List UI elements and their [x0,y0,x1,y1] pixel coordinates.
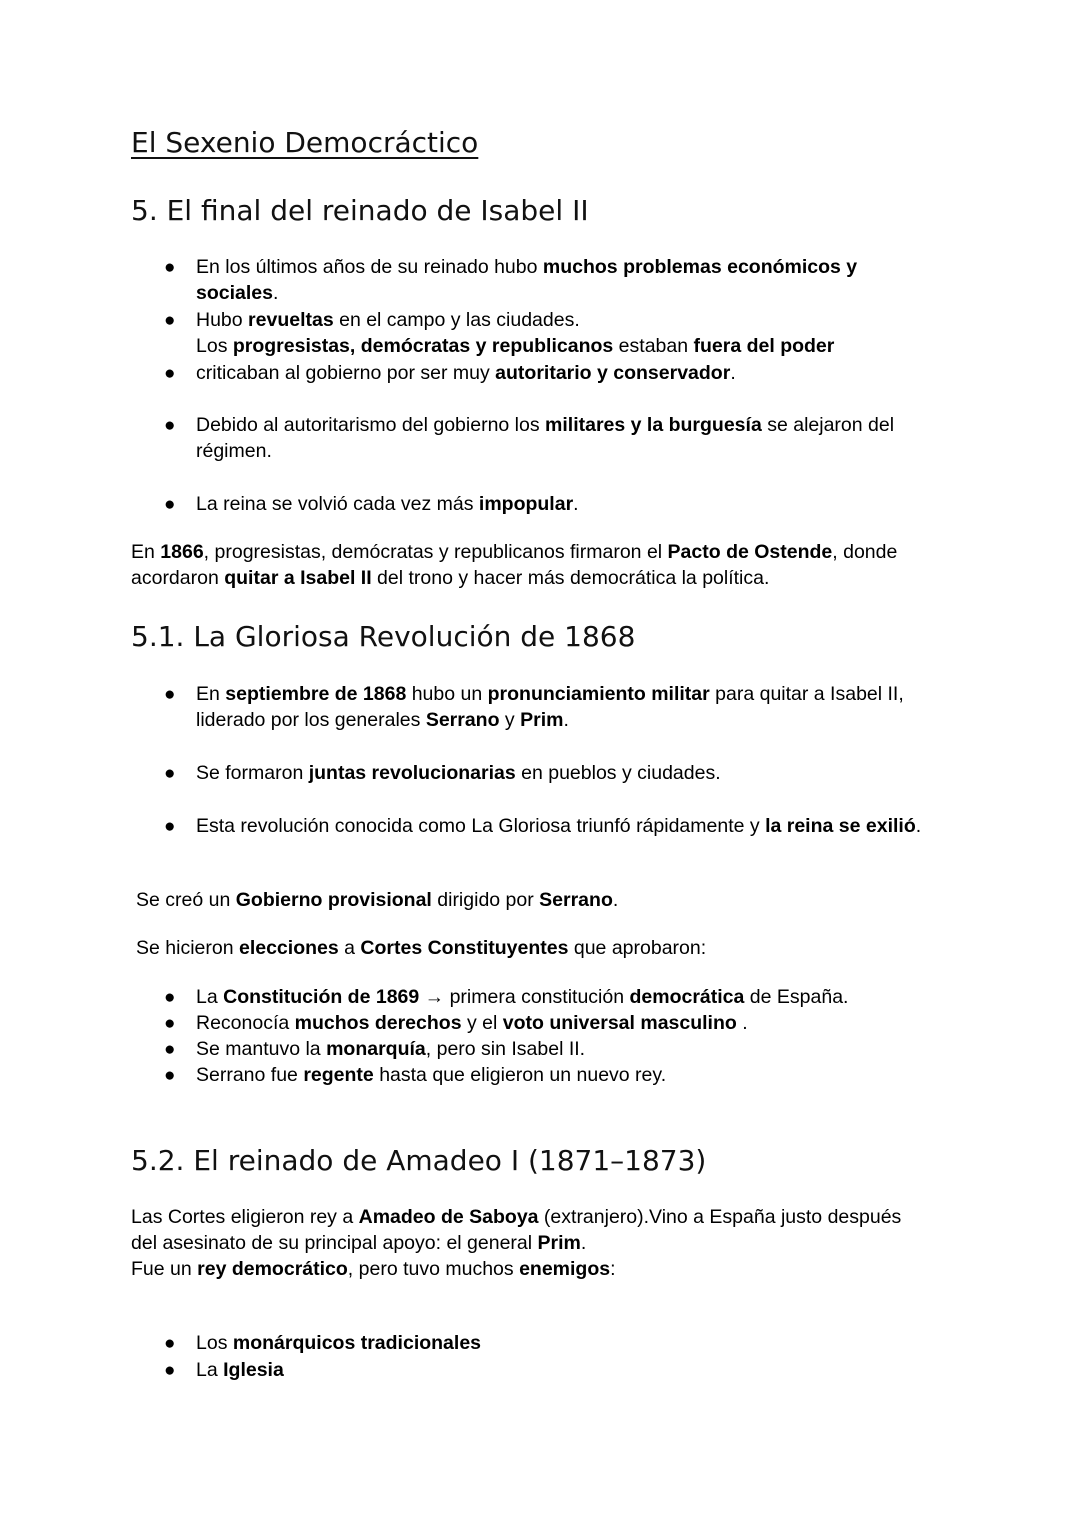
list-item: criticaban al gobierno por ser muy autoritario y conservador. [196,362,736,384]
list-item: La reina se volvió cada vez más impopular. [196,493,579,515]
bullet: ● [164,1013,176,1034]
bullet: ● [164,1039,176,1060]
section-5-1-heading: 5.1. La Gloriosa Revolución de 1868 [131,620,636,653]
list-item: Reconocía muchos derechos y el voto universal masculino . [196,1012,748,1034]
bullet: ● [164,1360,176,1381]
section-5-heading: 5. El final del reinado de Isabel II [131,194,589,227]
list-item: En septiembre de 1868 hubo un pronunciamiento militar para quitar a Isabel II, [196,683,904,705]
list-item: Se mantuvo la monarquía, pero sin Isabel II. [196,1038,586,1060]
list-item: Debido al autoritarismo del gobierno los militares y la burguesía se alejaron del [196,414,895,436]
bullet: ● [164,257,176,278]
paragraph-continued: acordaron quitar a Isabel II del trono y hacer más democrática la política. [131,567,770,589]
bullet: ● [164,363,176,384]
list-item: En los últimos años de su reinado hubo muchos problemas económicos y [196,256,858,278]
section-5-2-heading: 5.2. El reinado de Amadeo I (1871–1873) [131,1144,707,1177]
list-item-continued: liderado por los generales Serrano y Prim. [196,709,569,731]
list-item-continued: régimen. [196,440,272,462]
bullet: ● [164,1333,176,1354]
bullet: ● [164,816,176,837]
paragraph: Fue un rey democrático, pero tuvo muchos enemigos: [131,1258,616,1280]
paragraph-continued: del asesinato de su principal apoyo: el general Prim. [131,1232,587,1254]
bullet: ● [164,310,176,331]
list-item: Los monárquicos tradicionales [196,1332,482,1354]
paragraph: Se hicieron elecciones a Cortes Constituyentes que aprobaron: [136,937,707,959]
paragraph: Se creó un Gobierno provisional dirigido por Serrano. [136,889,619,911]
bullet: ● [164,763,176,784]
list-item: La Constitución de 1869 → primera constitución democrática de España. [196,986,849,1008]
bullet: ● [164,987,176,1008]
paragraph: En 1866, progresistas, demócratas y republicanos firmaron el Pacto de Ostende, donde [131,541,898,563]
list-item-continued: Los progresistas, demócratas y republicanos estaban fuera del poder [196,335,835,357]
list-item: Serrano fue regente hasta que eligieron un nuevo rey. [196,1064,667,1086]
bullet: ● [164,1065,176,1086]
list-item: La Iglesia [196,1359,284,1381]
bullet: ● [164,684,176,705]
bullet: ● [164,415,176,436]
list-item: Hubo revueltas en el campo y las ciudades. [196,309,580,331]
bullet: ● [164,494,176,515]
document-title: El Sexenio Democráctico [131,126,479,159]
paragraph: Las Cortes eligieron rey a Amadeo de Saboya (extranjero).Vino a España justo después [131,1206,902,1228]
list-item: Esta revolución conocida como La Gloriosa triunfó rápidamente y la reina se exilió. [196,815,922,837]
list-item: Se formaron juntas revolucionarias en pueblos y ciudades. [196,762,721,784]
list-item-continued: sociales. [196,282,279,304]
